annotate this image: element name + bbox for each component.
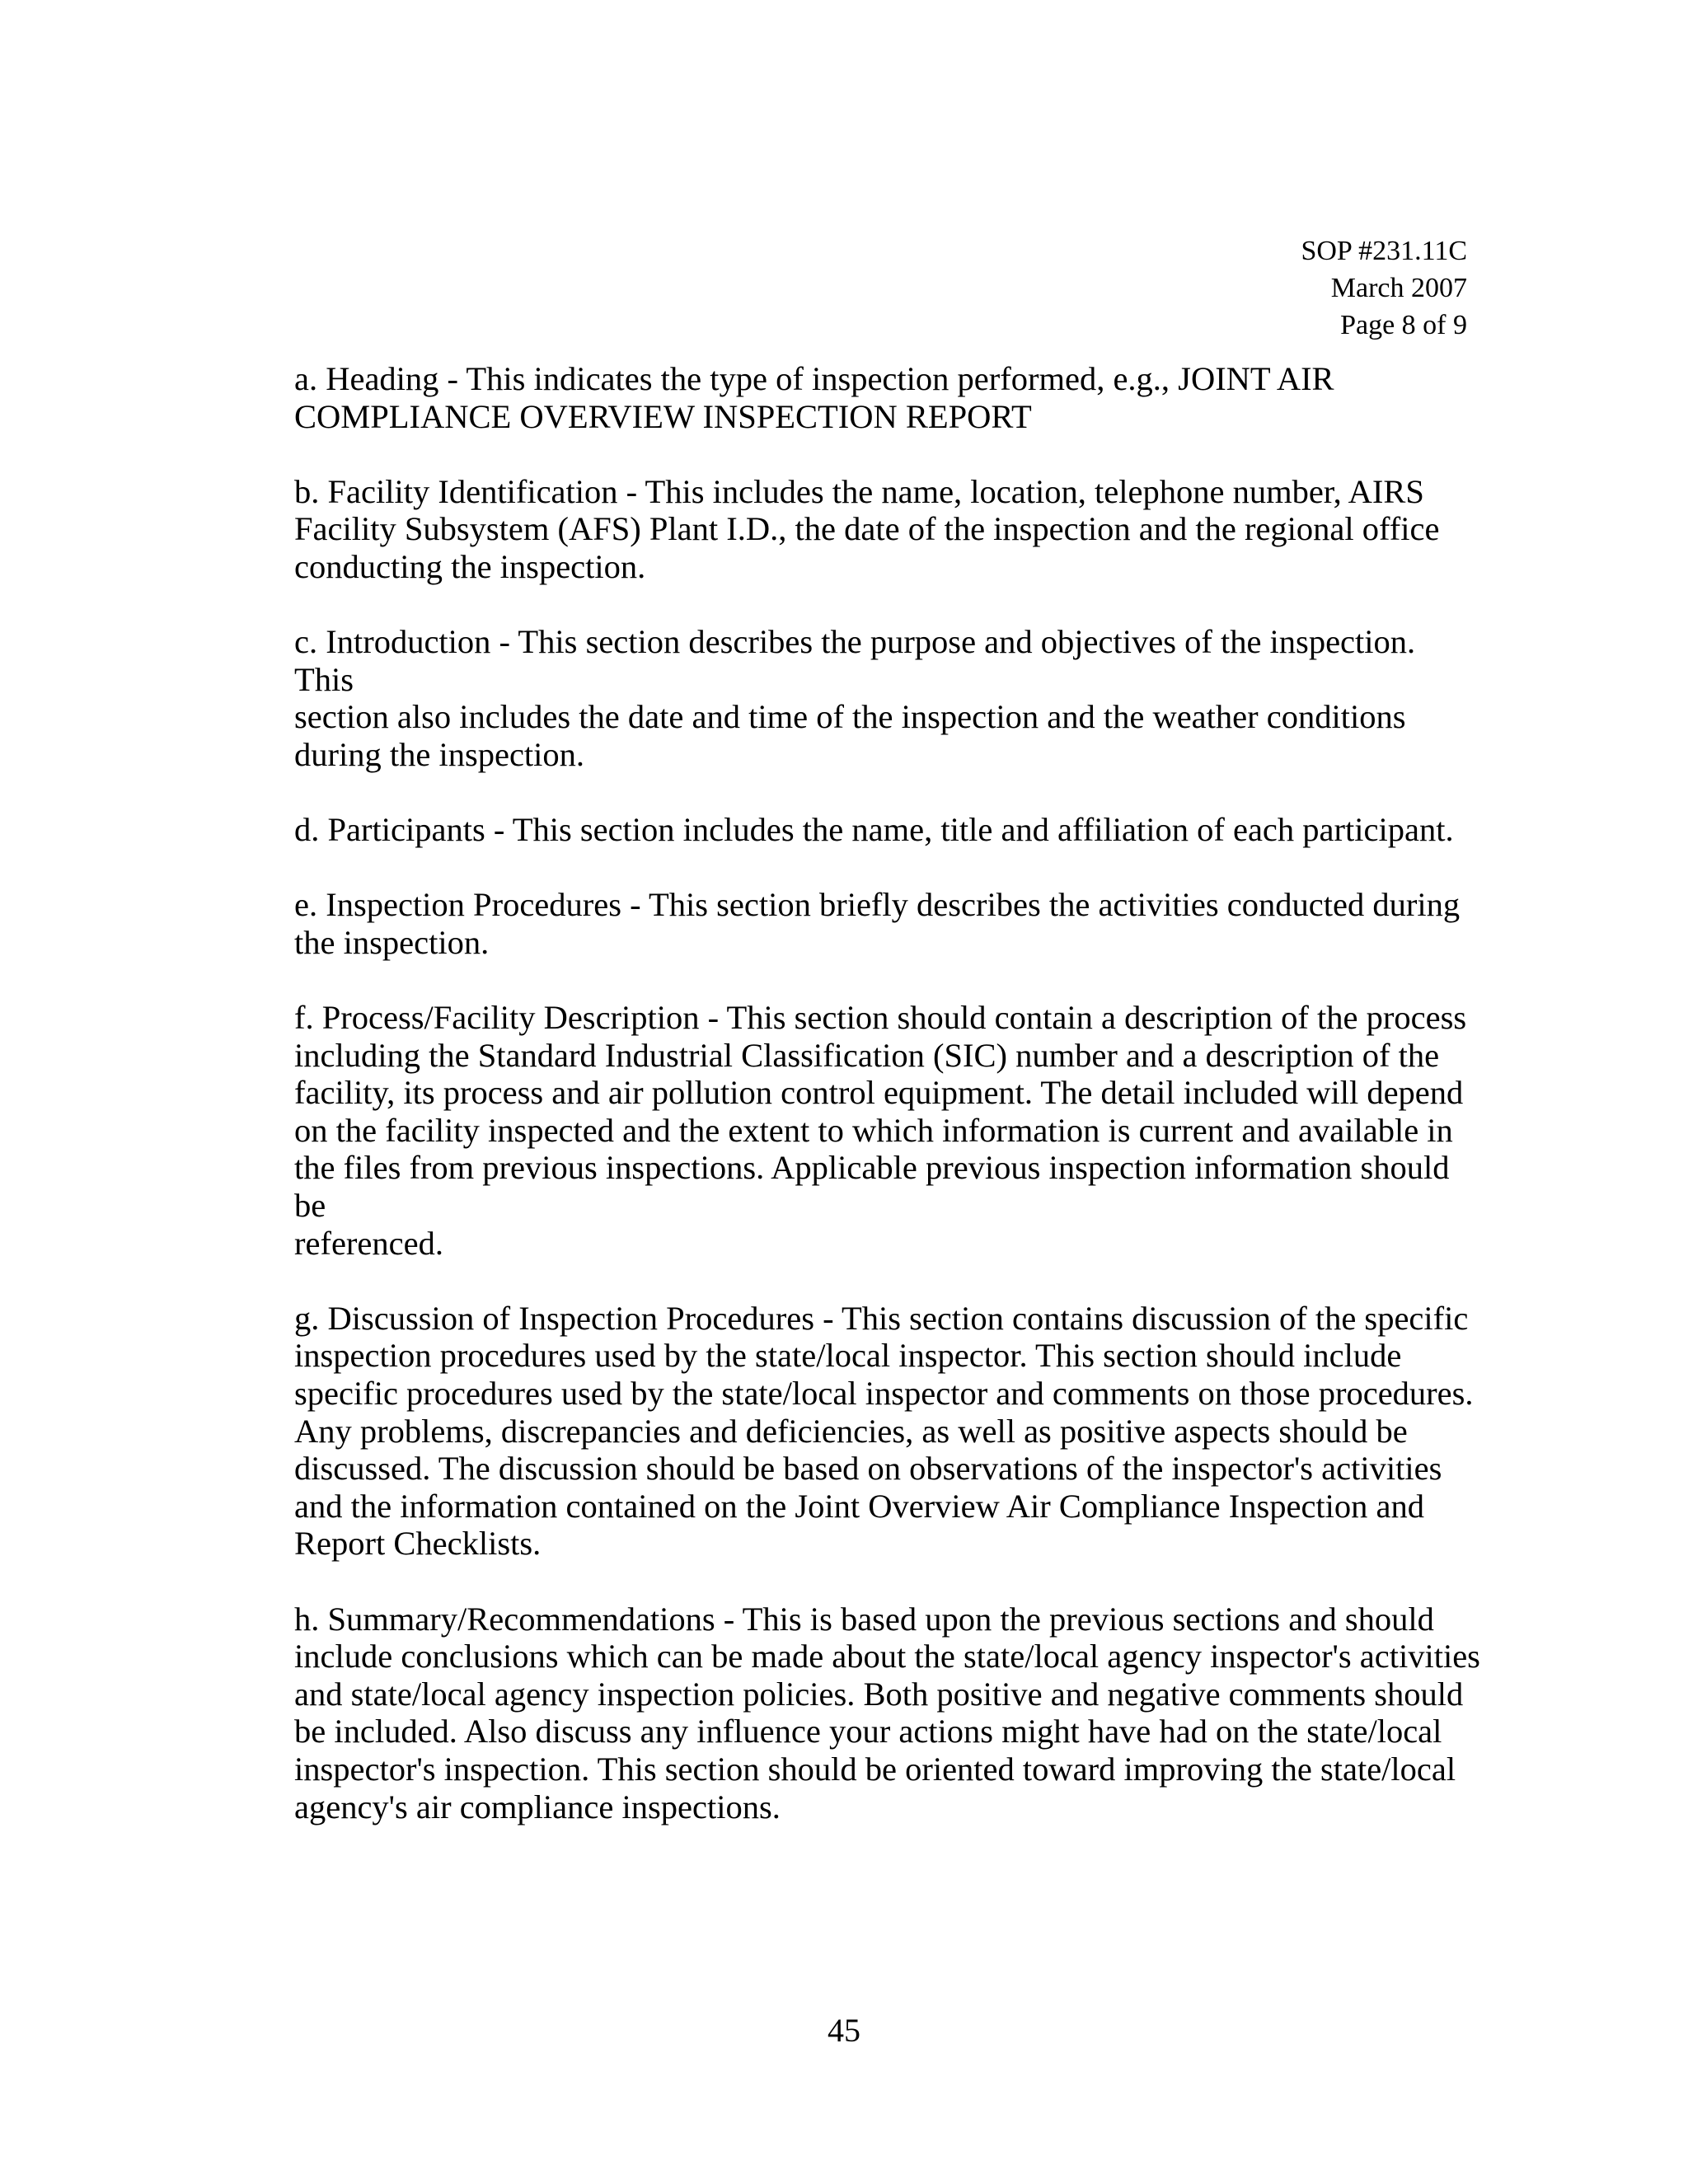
text-line: and the information contained on the Joint Overview Air Compliance Inspection and	[294, 1487, 1425, 1525]
text-line: referenced.	[294, 1224, 443, 1262]
text-line: specific procedures used by the state/local inspector and comments on those procedures.	[294, 1375, 1474, 1413]
text-line: Any problems, discrepancies and deficiencies, as well as positive aspects should be	[294, 1412, 1408, 1450]
page-number: 45	[828, 2012, 860, 2049]
document-header	[1301, 232, 1467, 344]
text-line: a. Heading - This indicates the type of inspection performed, e.g., JOINT AIR	[294, 360, 1334, 397]
text-line: section also includes the date and time of the inspection and the weather conditions	[294, 698, 1406, 736]
text-line: agency's air compliance inspections.	[294, 1788, 781, 1825]
text-line: on the facility inspected and the extent to which information is current and available in	[294, 1111, 1453, 1149]
text-line: c. Introduction - This section describes the purpose and objectives of the inspection. This	[294, 623, 1416, 698]
text-line: Report Checklists.	[294, 1525, 542, 1563]
text-line: inspector's inspection. This section should be oriented toward improving the state/local	[294, 1750, 1456, 1788]
page-indicator: Page 8 of 9	[1340, 310, 1467, 340]
text-line: b. Facility Identification - This includes the name, location, telephone number, AIRS	[294, 472, 1424, 510]
text-line: the inspection.	[294, 923, 490, 961]
text-line: the files from previous inspections. Applicable previous inspection information should be	[294, 1149, 1450, 1225]
text-line: including the Standard Industrial Classification (SIC) number and a description of the	[294, 1036, 1440, 1074]
section-f-process-facility-description	[294, 999, 1481, 1262]
text-line: Facility Subsystem (AFS) Plant I.D., the date of the inspection and the regional office	[294, 510, 1440, 548]
text-line: d. Participants - This section includes the name, title and affiliation of each participant.	[294, 811, 1454, 849]
section-e-inspection-procedures	[294, 886, 1481, 961]
text-line: COMPLIANCE OVERVIEW INSPECTION REPORT	[294, 397, 1032, 435]
sop-number: SOP #231.11C	[1301, 236, 1467, 266]
text-line: e. Inspection Procedures - This section briefly describes the activities conducted during	[294, 886, 1461, 924]
section-b-facility-identification	[294, 473, 1481, 586]
document-date: March 2007	[1330, 273, 1467, 303]
text-line: f. Process/Facility Description - This section should contain a description of the process	[294, 999, 1467, 1037]
section-h-summary-recommendations	[294, 1601, 1481, 1826]
text-line: g. Discussion of Inspection Procedures - This section contains discussion of the specific	[294, 1299, 1469, 1337]
section-d-participants	[294, 811, 1481, 849]
text-line: include conclusions which can be made about the state/local agency inspector's activities	[294, 1638, 1480, 1675]
document-body	[294, 360, 1481, 1863]
section-a-heading	[294, 360, 1481, 435]
text-line: and state/local agency inspection policies. Both positive and negative comments should	[294, 1675, 1464, 1713]
text-line: conducting the inspection.	[294, 547, 646, 585]
text-line: be included. Also discuss any influence your actions might have had on the state/local	[294, 1713, 1442, 1750]
text-line: inspection procedures used by the state/local inspector. This section should include	[294, 1337, 1402, 1375]
section-c-introduction	[294, 623, 1481, 773]
text-line: facility, its process and air pollution control equipment. The detail included will depend	[294, 1074, 1464, 1112]
section-g-discussion-of-inspection-procedures	[294, 1300, 1481, 1563]
text-line: during the inspection.	[294, 735, 585, 773]
text-line: discussed. The discussion should be based on observations of the inspector's activities	[294, 1450, 1442, 1488]
text-line: h. Summary/Recommendations - This is based upon the previous sections and should	[294, 1600, 1434, 1638]
